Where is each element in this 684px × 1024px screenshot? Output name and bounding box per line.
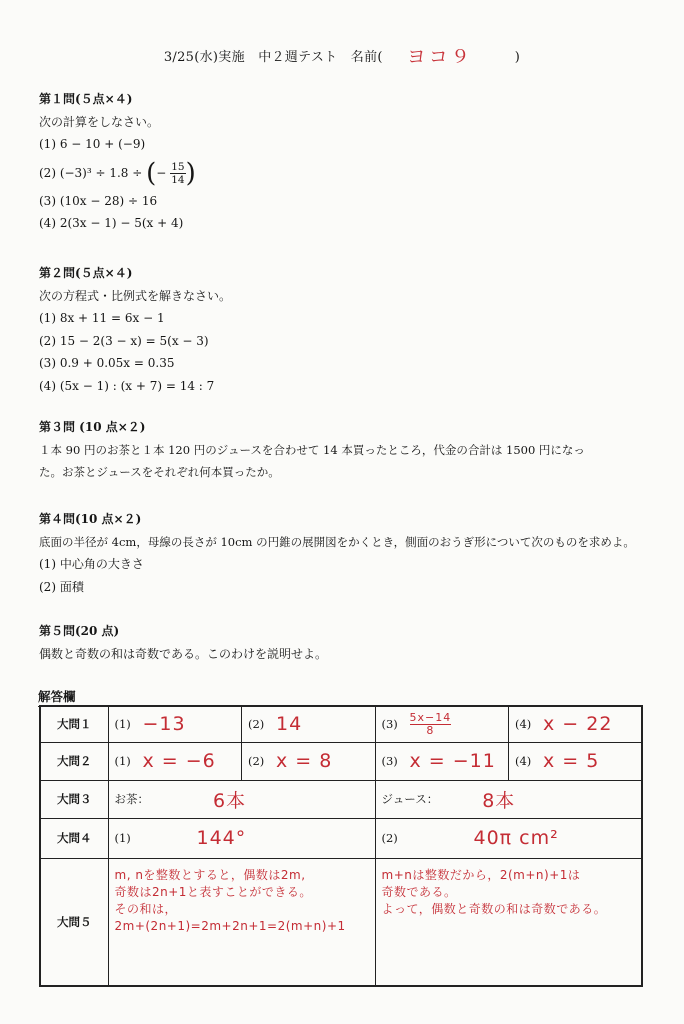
ans-1-2: (2) 14 <box>242 706 376 742</box>
q3-text-1: １本 90 円のお茶と１本 120 円のジュースを合わせて 14 本買ったところ，代金の合計は 1500 円になっ <box>39 442 585 457</box>
q3-text-2: た。お茶とジュースをそれぞれ何本買ったか。 <box>39 465 280 479</box>
ans-1-3-den: 8 <box>426 723 435 737</box>
ans-1-1-value: −13 <box>142 713 186 736</box>
question-4 <box>39 508 659 598</box>
q2-item-2: (2) 15 − 2(3 − x) = 5(x − 3) <box>39 333 209 348</box>
ans-5-right-line-1: m+nは整数だから，2(m+n)+1は <box>381 867 581 882</box>
ans-5-left-line-1: m, nを整数とすると，偶数は2m, <box>114 867 306 882</box>
ans-2-3-value: x = −11 <box>409 750 496 772</box>
ans-1-2-value: 14 <box>276 713 303 736</box>
q4-item-1: (1) 中心角の大きさ <box>39 557 144 571</box>
q2-item-1: (1) 8x + 11 = 6x − 1 <box>39 311 165 325</box>
juice-label: ジュース： <box>381 792 439 806</box>
row-label-5: 大問５ <box>40 858 108 986</box>
answer-row-5 <box>40 858 642 986</box>
row-label-1: 大問１ <box>40 706 108 742</box>
ans-4-1: (1) 144° <box>108 818 375 858</box>
ans-1-3: (3) $\frac{5x-14}{8}$ <box>375 706 509 742</box>
q1-frac-sign: − <box>156 165 167 180</box>
answer-row-1 <box>40 706 642 742</box>
ans-2-2: (2) x = 8 <box>242 742 376 780</box>
ans-4-1-value: 144° <box>196 827 247 849</box>
ans-1-1: (1) −13 <box>108 706 242 742</box>
answer-row-2 <box>40 742 642 780</box>
tea-label: お茶： <box>114 792 149 806</box>
q1-frac-num: 15 <box>171 160 185 173</box>
row-label-2: 大問２ <box>40 742 108 780</box>
ans-1-3-num: 5x−14 <box>409 710 452 724</box>
answer-row-4 <box>40 818 642 858</box>
ans-5-right-line-3: よって，偶数と奇数の和は奇数である。 <box>381 901 607 916</box>
q4-heading: 第４問(10 点×２) <box>39 512 142 526</box>
ans-4-2: (2) 40π cm² <box>375 818 642 858</box>
question-5 <box>39 620 659 665</box>
q1-frac-den: 14 <box>171 173 185 186</box>
answer-table <box>39 705 643 987</box>
q4-text: 底面の半径が 4cm，母線の長さが 10cm の円錐の展開図をかくとき，側面のおうぎ形について次のものを求めよ。 <box>39 534 635 549</box>
q1-item-3: (3) (10x − 28) ÷ 16 <box>39 193 158 208</box>
question-3 <box>39 416 659 484</box>
q1-instruction: 次の計算をしなさい。 <box>39 114 160 129</box>
q1-heading: 第１問(５点×４) <box>39 92 133 106</box>
question-2 <box>39 262 659 397</box>
q3-heading: 第３問 (10 点×２) <box>39 420 146 434</box>
header-title: 3/25(水)実施 中２週テスト 名前( <box>163 50 383 65</box>
q2-item-4: (4) (5x − 1) : (x + 7) = 14 : 7 <box>39 378 215 393</box>
ans-5-right-line-2: 奇数である。 <box>381 884 457 899</box>
q1-item-4: (4) 2(3x − 1) − 5(x + 4) <box>39 216 184 230</box>
q1-fraction <box>170 161 185 186</box>
ans-5-left-line-4: 2m+(2n+1)=2m+2n+1=2(m+n)+1 <box>114 918 346 933</box>
answer-sheet-title: 解答欄 <box>38 687 76 707</box>
ans-2-1-value: x = −6 <box>142 750 216 772</box>
q1-item-1: (1) 6 − 10 + (−9) <box>39 137 146 151</box>
q2-instruction: 次の方程式・比例式を解きなさい。 <box>39 288 232 303</box>
ans-5-left-line-3: その和は， <box>114 901 178 916</box>
ans-2-3: (3) x = −11 <box>375 742 509 780</box>
ans-5-left <box>108 858 375 986</box>
row-label-3: 大問３ <box>40 780 108 818</box>
ans-5-left-line-2: 奇数は2n+1と表すことができる。 <box>114 884 312 899</box>
juice-value: 8本 <box>482 789 516 812</box>
q1-item-2-text: (2) (−3)³ ÷ 1.8 ÷ <box>39 165 143 180</box>
student-name: ヨコ９ <box>406 46 473 68</box>
ans-2-4: (4) x = 5 <box>509 742 643 780</box>
ans-1-4-value: x − 22 <box>543 713 613 736</box>
q4-item-2: (2) 面積 <box>39 579 84 594</box>
ans-3-juice <box>375 780 642 818</box>
q5-text: 偶数と奇数の和は奇数である。このわけを説明せよ。 <box>39 646 328 661</box>
tea-value: 6本 <box>213 789 247 812</box>
q2-item-3: (3) 0.9 + 0.05x = 0.35 <box>39 356 175 370</box>
ans-2-4-value: x = 5 <box>543 750 600 772</box>
row-label-4: 大問４ <box>40 818 108 858</box>
ans-3-tea <box>108 780 375 818</box>
header-close-paren: ) <box>514 50 521 65</box>
test-header <box>0 42 684 69</box>
ans-2-2-value: x = 8 <box>276 750 333 772</box>
q1-item-2: (2) (−3)³ ÷ 1.8 ÷ (− $\frac{15}{14}$ ) <box>39 158 196 188</box>
ans-2-1: (1) x = −6 <box>108 742 242 780</box>
answer-row-3 <box>40 780 642 818</box>
ans-1-3-fraction <box>410 712 452 737</box>
q2-heading: 第２問(５点×４) <box>39 266 133 280</box>
ans-4-2-value: 40π cm² <box>473 827 559 849</box>
ans-5-right <box>375 858 642 986</box>
ans-1-4: (4) x − 22 <box>509 706 643 742</box>
question-1 <box>39 88 659 235</box>
q5-heading: 第５問(20 点) <box>39 624 120 638</box>
